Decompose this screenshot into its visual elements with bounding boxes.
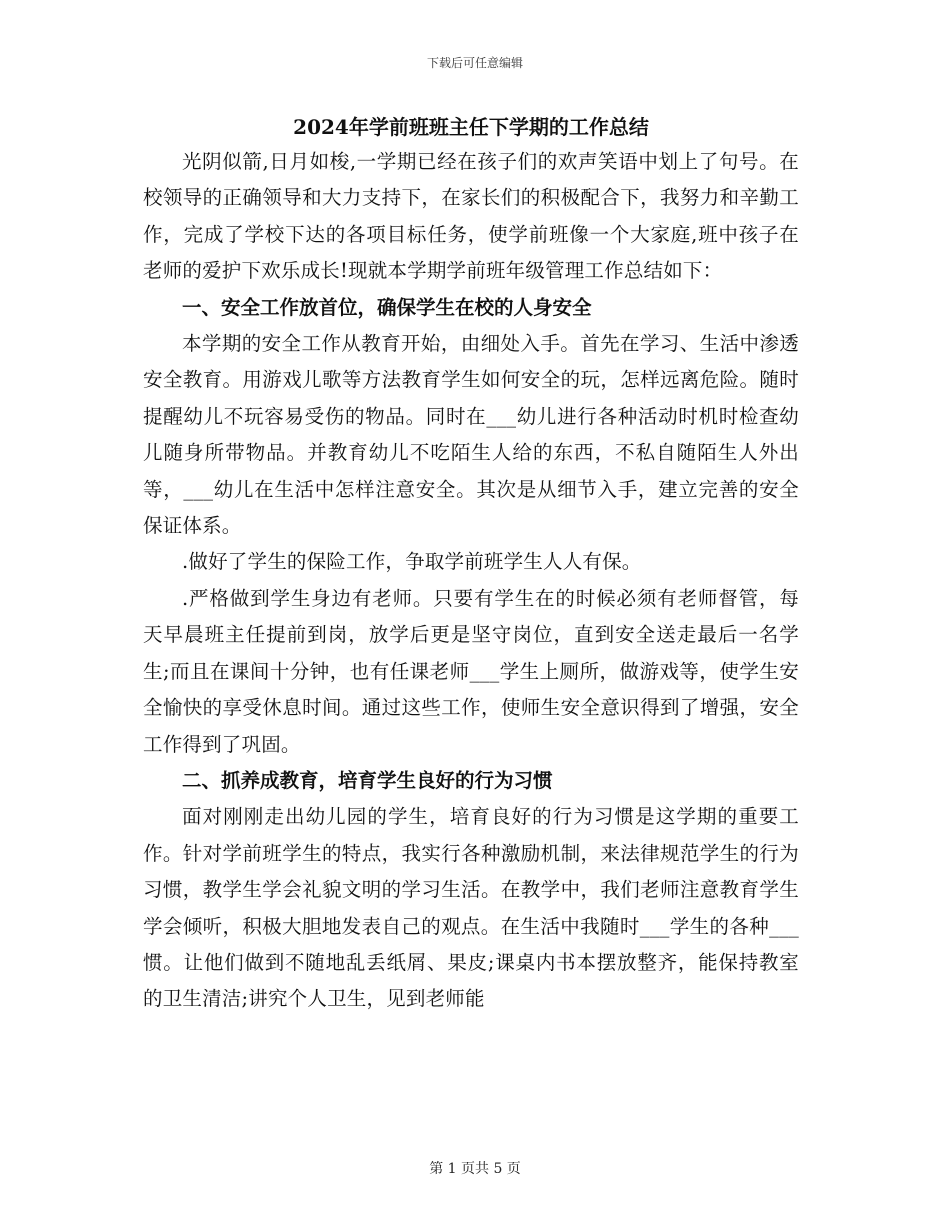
insurance-paragraph: .做好了学生的保险工作，争取学前班学生人人有保。 bbox=[182, 550, 642, 574]
habits-paragraph: 面对刚刚走出幼儿园的学生，培育良好的行为习惯是这学期的重要工作。针对学前班学生的特点，我实行各种激励机制，来法律规范学生的行为习惯，教学生学会礼貌文明的学习生活。在教学中，我们老师注意教育学生学会倾听，积极大胆地发表自己的观点。在生活中我随时___学生的各种___惯。让他们做到不随地乱丢纸屑、果皮;课桌内书本摆放整齐，能保持教室的卫生清洁;讲究个人卫生，见到老师能 bbox=[143, 805, 799, 1011]
supervision-paragraph: .严格做到学生身边有老师。只要有学生在的时候必须有老师督管，每天早晨班主任提前到岗，放学后更是坚守岗位，直到安全送走最后一名学生;而且在课间十分钟，也有任课老师___学生上厕所，做游戏等，使学生安全愉快的享受休息时间。通过这些工作，使师生安全意识得到了增强，安全工作得到了巩固。 bbox=[143, 586, 799, 756]
section-heading-safety: 一、安全工作放首位，确保学生在校的人身安全 bbox=[182, 295, 592, 319]
safety-paragraph: 本学期的安全工作从教育开始，由细处入手。首先在学习、生活中渗透安全教育。用游戏儿歌等方法教育学生如何安全的玩，怎样远离危险。随时提醒幼儿不玩容易受伤的物品。同时在___幼儿进行各种活动时机时检查幼儿随身所带物品。并教育幼儿不吃陌生人给的东西，不私自随陌生人外出等，___幼儿在生活中怎样注意安全。其次是从细节入手，建立完善的安全保证体系。 bbox=[143, 332, 799, 538]
page-header-note: 下载后可任意编辑 bbox=[426, 56, 523, 70]
intro-paragraph: 光阴似箭,日月如梭,一学期已经在孩子们的欢声笑语中划上了句号。在校领导的正确领导和大力支持下，在家长们的积极配合下，我努力和辛勤工作，完成了学校下达的各项目标任务，使学前班像一个大家庭,班中孩子在老师的爱护下欢乐成长!现就本学期学前班年级管理工作总结如下： bbox=[143, 150, 799, 283]
document-title: 2024年学前班班主任下学期的工作总结 bbox=[293, 115, 649, 139]
document-body bbox=[143, 110, 799, 1018]
page-number: 第 1 页共 5 页 bbox=[429, 1161, 521, 1177]
section-heading-habits: 二、抓养成教育，培育学生良好的行为习惯 bbox=[182, 768, 553, 792]
